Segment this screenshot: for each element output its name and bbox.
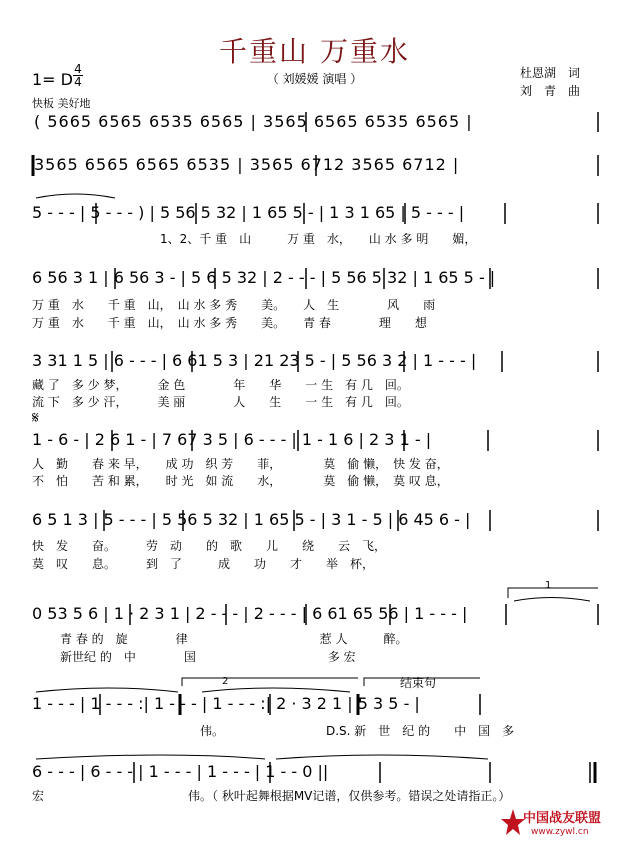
site-watermark: 中国战友联盟 www.zywl.cn (501, 805, 621, 845)
composer-credit: 刘 青 曲 (520, 84, 581, 98)
lyrics-line-4b: 不 怕 苦 和 累， 时 光 如 流 水， 莫 偷 懒， 莫 叹 息， (32, 474, 449, 488)
system-4-notes: 6 56 3 1 | 6 56 3 - | 5 6 5 32 | 2 - - - | 5 56 5 32 | 1 65 5 - | (32, 268, 496, 287)
system-1-notes: ( 5665 6565 6535 6565 | 3565 6565 6535 6565 | (34, 112, 473, 131)
time-signature: 4 4 (74, 62, 82, 89)
system-5-notes: 3 31 1 5 | 6 - - - | 6 61 5 3 | 21 23 5 - | 5 56 3 2 | 1 - - - | (32, 351, 477, 370)
lyrics-line-7: 伟。 D.S. 新 世 纪 的 中 国 多 (200, 724, 515, 738)
star-icon (501, 809, 525, 839)
volta-1-label: 1 (545, 580, 552, 591)
lyrics-line-5b: 莫 叹 息。 到 了 成 功 才 举 杯， (32, 557, 375, 571)
system-6-notes: 1 - 6 - | 2 6 1 - | 7 67 3 5 | 6 - - - | 1 - 1 6 | 2 3 1 - | (32, 430, 432, 449)
lyrics-line-3a: 藏 了 多 少 梦， 金 色 年 华 一 生 有 几 回。 (32, 378, 409, 392)
segno-sign: 𝄋 (32, 408, 39, 427)
lyrics-line-2b: 万 重 水 千 重 山， 山 水 多 秀 美。 青 春 理 想 (32, 316, 427, 330)
lyricist-credit: 杜恩湖 词 (520, 66, 581, 80)
tempo-marking: 快板 美好地 (32, 97, 91, 110)
lyrics-line-5a: 快 发 奋。 劳 动 的 歌 儿 绕 云 飞， (32, 539, 387, 553)
singer-credit: （ 刘媛媛 演唱 ） (266, 72, 363, 86)
system-9-notes: 1 - - - | 1 - - - :| 1 - - - | 1 - - - :| 2 · 3 2 1 | 5 3 5 - | (32, 694, 420, 713)
lyrics-line-2a: 万 重 水 千 重 山， 山 水 多 秀 美。 人 生 风 雨 (32, 298, 436, 312)
lyrics-line-4a: 人 勤 春 来 早， 成 功 织 芳 菲， 莫 偷 懒， 快 发 奋， (32, 457, 449, 471)
system-8-notes: 0 53 5 6 | 1 · 2 3 1 | 2 - - - | 2 - - - | 6 61 65 56 | 1 - - - | (32, 604, 468, 623)
lyrics-line-1: 1、2、千 重 山 万 重 水， 山 水 多 明 媚， (160, 232, 477, 246)
system-7-notes: 6 5 1 3 | 5 - - - | 5 56 5 32 | 1 65 5 - | 3 1 - 5 | 6 45 6 - | (32, 510, 471, 529)
system-2-notes: 3565 6565 6565 6535 | 3565 6712 3565 6712 | (34, 155, 460, 174)
coda-label: 结束句 (400, 676, 437, 690)
lyrics-line-6a: 青 春 的 旋 律 惹 人 醉。 (60, 632, 408, 646)
volta-2-label: 2 (222, 676, 229, 687)
lyrics-line-6b: 新世纪 的 中 国 多 宏 (60, 650, 356, 664)
lyrics-line-8: 宏 伟。（ 秋叶起舞根据MV记谱，仅供参考。错误之处请指正。） (32, 789, 511, 803)
song-title: 千重山 万重水 (219, 35, 410, 68)
system-3-notes: 5 - - - | 5 - - - ) | 5 56 5 32 | 1 65 5 - | 1 3 1 65 | 5 - - - | (32, 203, 465, 222)
system-10-notes: 6 - - - | 6 - - - | 1 - - - | 1 - - - | 1 - - 0 || (32, 762, 329, 781)
key-signature: 1= D (32, 70, 73, 89)
lyrics-line-3b: 流 下 多 少 汗， 美 丽 人 生 一 生 有 几 回。 (32, 395, 409, 409)
